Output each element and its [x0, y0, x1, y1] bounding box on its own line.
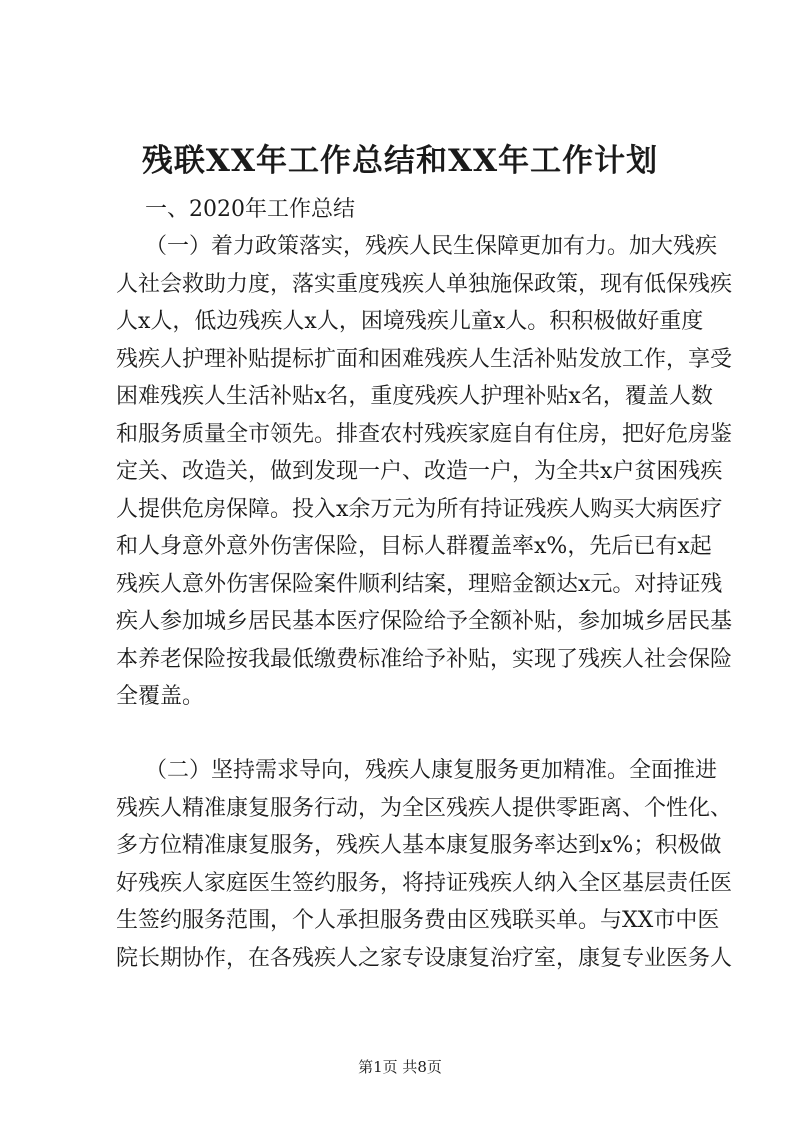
paragraph-line: 本养老保险按我最低缴费标准给予补贴，实现了残疾人社会保险 — [116, 646, 733, 672]
paragraph-policy — [116, 228, 733, 716]
paragraph-line: 人社会救助力度，落实重度残疾人单独施保政策，现有低保残疾 — [116, 271, 733, 297]
paragraph-line: 残疾人意外伤害保险案件顺利结案，理赔金额达x元。对持证残 — [116, 571, 723, 597]
paragraph-line: 困难残疾人生活补贴x名，重度残疾人护理补贴x名，覆盖人数 — [116, 384, 713, 409]
paragraph-line: （二）坚持需求导向，残疾人康复服务更加精准。全面推进 — [145, 758, 718, 783]
paragraph-line: 和人身意外意外伤害保险，目标人群覆盖率x%，先后已有x起 — [116, 534, 712, 559]
section-heading: 一、2020年工作总结 — [145, 197, 355, 222]
paragraph-line: 人x人，低边残疾人x人，困境残疾儿童x人。积积极做好重度 — [116, 309, 704, 334]
document-title: 残联XX年工作总结和XX年工作计划 — [141, 143, 659, 179]
paragraph-line: 好残疾人家庭医生签约服务，将持证残疾人纳入全区基层责任医 — [116, 870, 733, 896]
paragraph-line: 全覆盖。 — [116, 684, 205, 709]
paragraph-rehabilitation — [116, 752, 733, 977]
page-footer: 第1页 共8页 — [358, 1058, 442, 1076]
paragraph-line: 残疾人精准康复服务行动，为全区残疾人提供零距离、个性化、 — [116, 795, 733, 821]
paragraph-line: 残疾人护理补贴提标扩面和困难残疾人生活补贴发放工作，享受 — [116, 346, 733, 372]
paragraph-line: 院长期协作，在各残疾人之家专设康复治疗室，康复专业医务人 — [116, 945, 733, 971]
paragraph-line: 人提供危房保障。投入x余万元为所有持证残疾人购买大病医疗 — [116, 496, 723, 522]
paragraph-line: （一）着力政策落实，残疾人民生保障更加有力。加大残疾 — [145, 234, 718, 259]
paragraph-line: 疾人参加城乡居民基本医疗保险给予全额补贴，参加城乡居民基 — [116, 609, 733, 634]
paragraph-line: 生签约服务范围，个人承担服务费由区残联买单。与XX市中医 — [116, 908, 720, 933]
paragraph-line: 定关、改造关，做到发现一户、改造一户，为全共x户贫困残疾 — [116, 459, 723, 484]
paragraph-line: 多方位精准康复服务，残疾人基本康复服务率达到x%；积极做 — [116, 833, 722, 858]
paragraph-line: 和服务质量全市领先。排查农村残疾家庭自有住房，把好危房鉴 — [116, 421, 733, 447]
